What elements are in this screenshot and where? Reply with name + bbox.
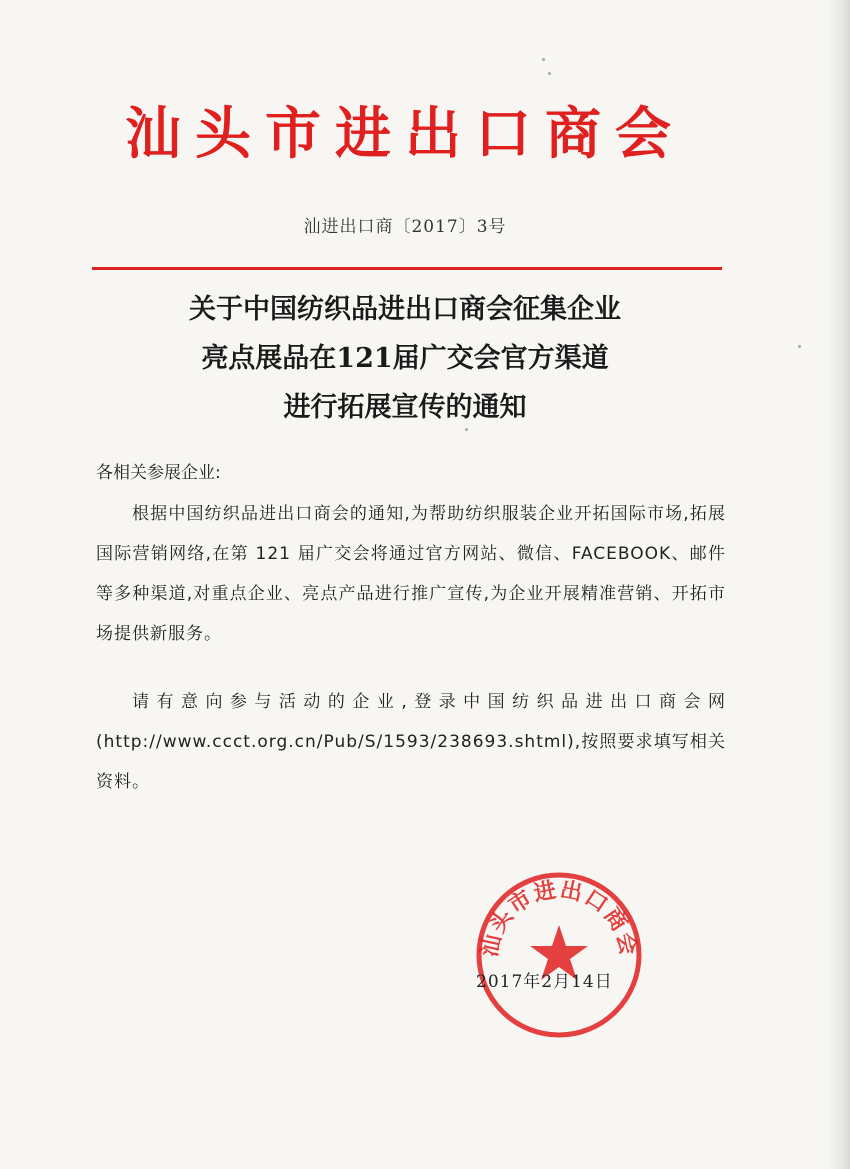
paper-speck — [548, 72, 551, 75]
notice-title — [60, 285, 750, 432]
paper-edge-shadow — [828, 0, 850, 1169]
document-number: 汕进出口商〔2017〕3号 — [303, 217, 507, 237]
seal-text: 汕头市进出口商会 — [477, 877, 641, 960]
body-paragraph-1: 根据中国纺织品进出口商会的通知,为帮助纺织服装企业开拓国际市场,拓展国际营销网络,在第 121 届广交会将通过官方网站、微信、FACEBOOK、邮件等多种渠道,对重点企业、亮点产品进行推广宣传,为企业开展精准营销、开拓市场提供新服务。 — [96, 504, 726, 644]
red-divider-line — [92, 267, 722, 270]
body-paragraph-2: 请有意向参与活动的企业,登录中国纺织品进出口商会网(http://www.ccct.org.cn/Pub/S/1593/238693.shtml),按照要求填写相关资料。 — [96, 692, 726, 792]
notice-title-line-3: 进行拓展宣传的通知 — [283, 392, 527, 423]
notice-title-line-2: 亮点展品在121届广交会官方渠道 — [201, 343, 609, 374]
notice-title-line-1: 关于中国纺织品进出口商会征集企业 — [189, 294, 621, 325]
paper-speck — [542, 58, 545, 61]
official-seal-stamp — [474, 870, 644, 1040]
issue-date: 2017年2月14日 — [476, 972, 613, 992]
salutation: 各相关参展企业: — [96, 463, 221, 483]
paper-speck — [798, 345, 801, 348]
letterhead-title: 汕头市进出口商会 — [125, 101, 685, 167]
paper-speck — [465, 428, 468, 431]
